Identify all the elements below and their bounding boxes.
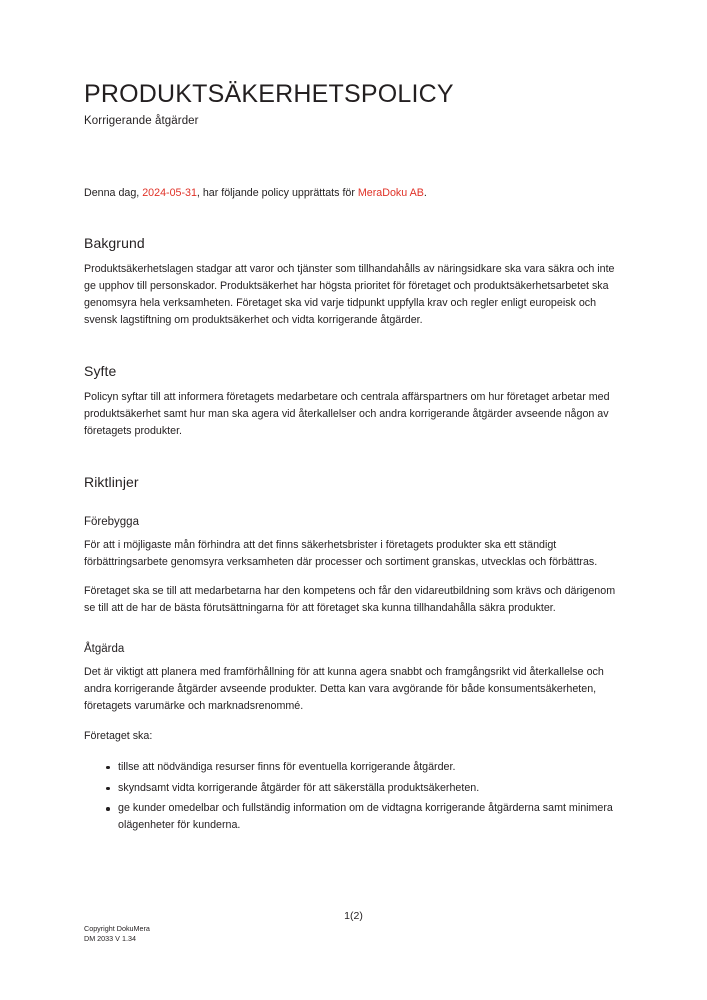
list-item: tillse att nödvändiga resurser finns för eventuella korrigerande åtgärder. <box>106 759 624 776</box>
list-item: ge kunder omedelbar och fullständig information om de vidtagna korrigerande åtgärderna samt minimera olägenheter för kunderna. <box>106 800 624 833</box>
intro-company: MeraDoku AB <box>357 186 424 199</box>
intro-text-between: , har följande policy upprättats för <box>196 186 358 199</box>
footer-copyright: Copyright DokuMera <box>84 924 150 933</box>
intro-text-before: Denna dag, <box>84 186 143 199</box>
section-paragraph-bakgrund: Produktsäkerhetslagen stadgar att varor och tjänster som tillhandahålls av näringsidkare ska vara säkra och inte ge upphov till personskador. Produktsäkerhet har högsta prioritet för företaget och produktsäkerhetsarbetet ska genomsyra hela verksamheten. Företaget ska vid varje tidpunkt uppfylla krav och regler enligt europeisk och svensk lagstiftning om produktsäkerhet och vidta korrigerande åtgärder. <box>84 263 615 327</box>
section-heading-riktlinjer: Riktlinjer <box>84 473 139 490</box>
section-paragraph-syfte: Policyn syftar till att informera företagets medarbetare och centrala affärspartners om hur företaget arbetar med produktsäkerhet samt hur man ska agera vid återkallelser och andra korrigerande åtgärder avseende någon av företagets produkter. <box>84 390 610 437</box>
page-footer <box>0 910 707 954</box>
page-subtitle: Korrigerande åtgärder <box>84 114 199 127</box>
section-heading-bakgrund: Bakgrund <box>84 235 145 252</box>
subsection-heading-atgarda: Åtgärda <box>84 643 125 656</box>
section-heading-syfte: Syfte <box>84 362 117 379</box>
footer-doc-id: DM 2033 V 1.34 <box>84 934 136 944</box>
page-title: PRODUKTSÄKERHETSPOLICY <box>84 80 454 108</box>
subsection-paragraph-atgarda-2: Företaget ska: <box>84 730 153 743</box>
subsection-paragraph-forebygga-2: Företaget ska se till att medarbetarna har den kompetens och får den vidareutbildning som krävs och därigenom se till att de har de bästa förutsättningarna för att företaget ska kunna tillhandahålla säkra produkter. <box>84 585 616 615</box>
page-number: 1(2) <box>344 910 363 922</box>
footer-meta <box>84 924 150 945</box>
intro-date: 2024-05-31 <box>142 186 197 199</box>
subsection-heading-forebygga: Förebygga <box>84 515 139 528</box>
list-item: skyndsamt vidta korrigerande åtgärder för att säkerställa produktsäkerheten. <box>106 780 624 797</box>
intro-paragraph <box>84 185 624 202</box>
bullet-list <box>84 759 624 833</box>
subsection-paragraph-forebygga-1: För att i möjligaste mån förhindra att det finns säkerhetsbrister i företagets produkter ska ett ständigt förbättringsarbete genomsyra verksamheten där processer och sortiment granskas, utvecklas och förbättras. <box>84 538 598 568</box>
intro-text-after: . <box>423 186 427 199</box>
document-body <box>84 80 624 837</box>
subsection-paragraph-atgarda-1: Det är viktigt att planera med framförhållning för att kunna agera snabbt och framgångsrikt vid återkallelse och andra korrigerande åtgärder avseende produkter. Detta kan vara avgörande för både konsumentsäkerheten, företagets varumärke och marknadsrenommé. <box>84 666 604 713</box>
